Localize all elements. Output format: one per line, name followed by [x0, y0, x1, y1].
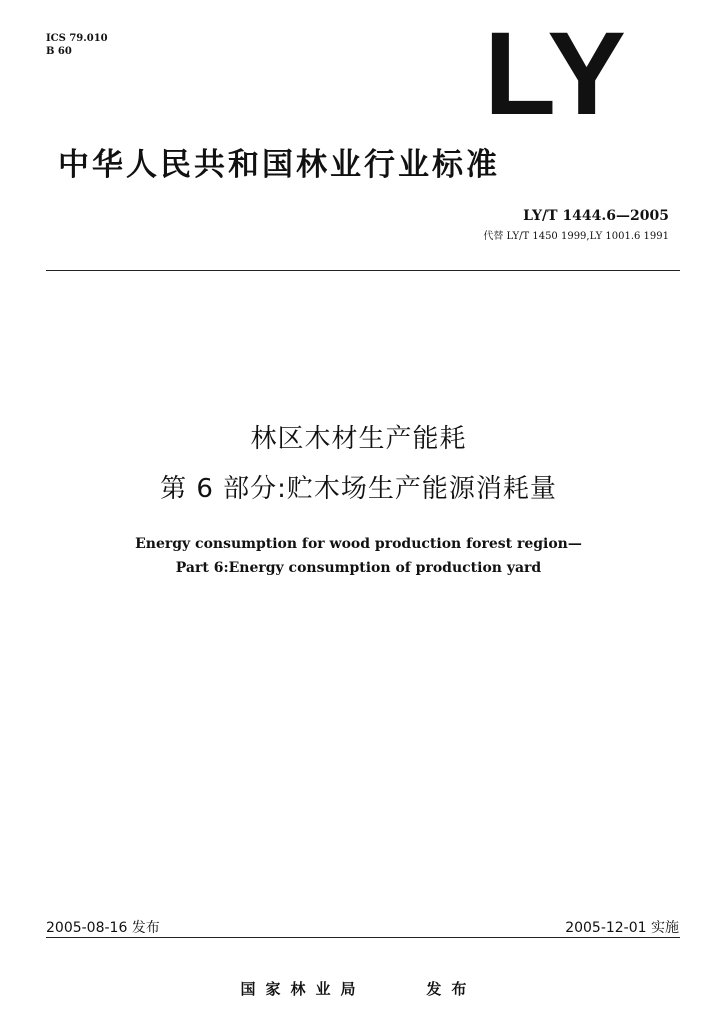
header-divider [46, 270, 680, 271]
ccs-code: B 60 [46, 46, 72, 57]
ics-code: ICS 79.010 [46, 33, 108, 44]
footer-divider [46, 937, 680, 938]
ly-logo: LY [484, 8, 628, 140]
document-title-zh-line1: 林区木材生产能耗 [250, 424, 467, 454]
document-title-en-line1: Energy consumption for wood production forest region— [135, 536, 582, 552]
document-title-en-line2: Part 6:Energy consumption of production yard [175, 560, 542, 576]
document-title-zh-line2: 第 6 部分:贮木场生产能源消耗量 [160, 474, 557, 504]
publish-date: 2005-08-16 发布 [46, 920, 160, 936]
implement-date: 2005-12-01 实施 [565, 920, 679, 936]
replaces-note: 代替 LY/T 1450 1999,LY 1001.6 1991 [483, 231, 669, 242]
ics-classification [46, 32, 108, 58]
standard-number: LY/T 1444.6—2005 [523, 208, 669, 224]
issuer: 国家林业局 发布 [240, 980, 477, 998]
standard-title: 中华人民共和国林业行业标准 [58, 147, 500, 183]
